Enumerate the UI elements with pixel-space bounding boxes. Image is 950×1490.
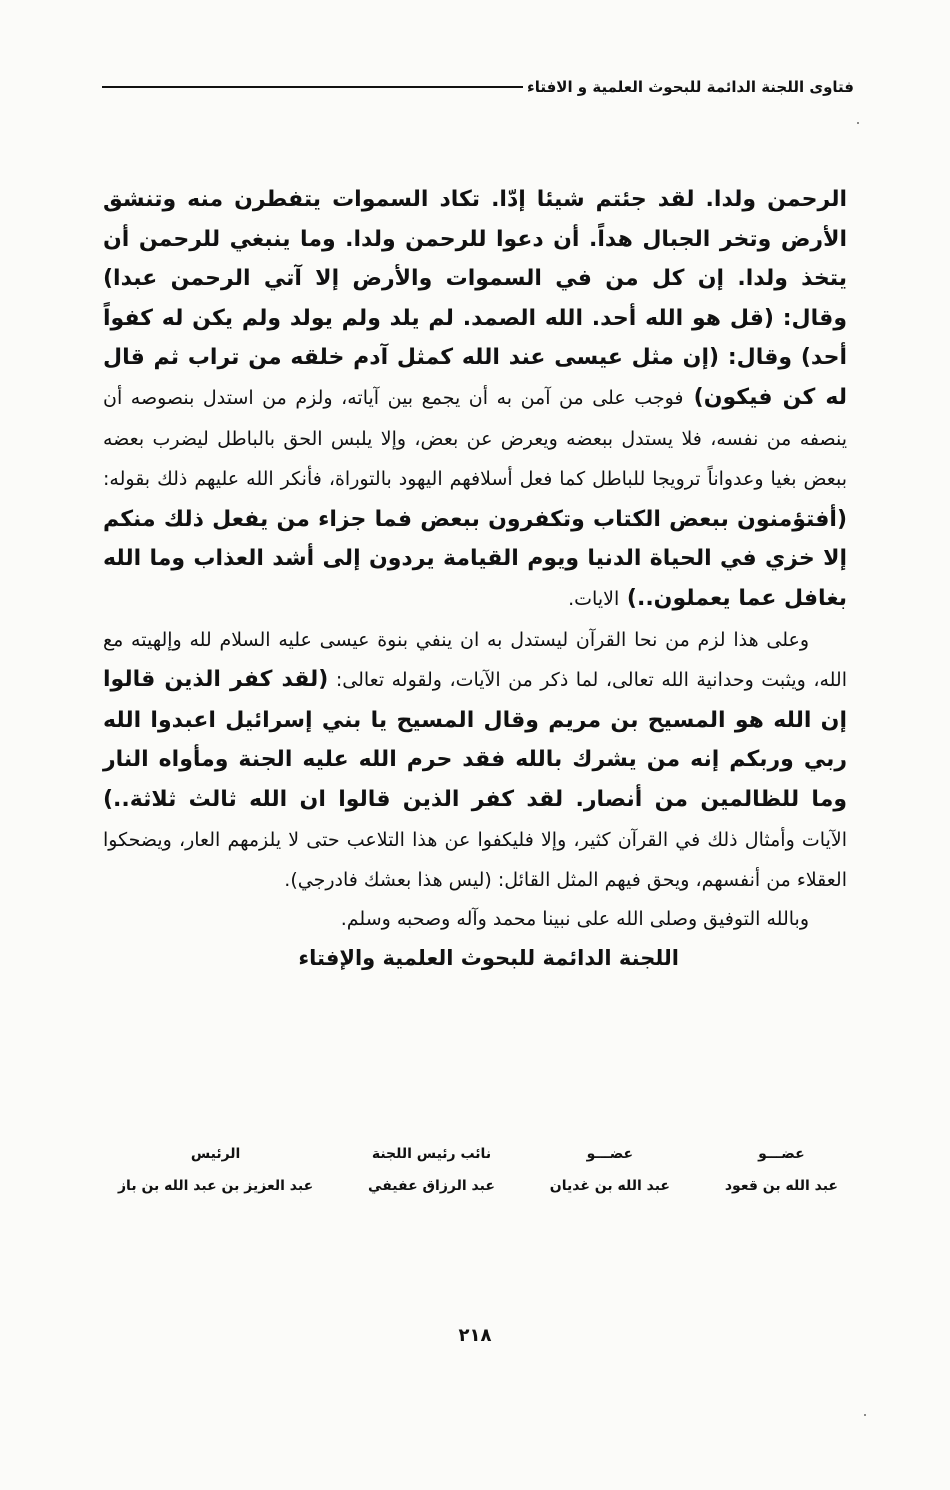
commentary-text: فوجب على من آمن به أن يجمع بين آياته، ولزم من استدل بنصوصه أن ينصفه من نفسه، فلا يستدل ببعضه ويعرض عن بعض، وإلا يلبس الحق بالباطل ليضرب بعضه ببعض بغيا وعدواناً ترويجا للباطل كما فعل أسلافهم اليهود بالتوراة، فأنكر الله عليهم ذلك بقوله:	[103, 386, 847, 491]
signature-name: عبد الله بن قعود	[724, 1178, 838, 1194]
signature-name: عبد الله بن غديان	[549, 1178, 670, 1194]
signature-block	[118, 1138, 838, 1202]
signature-role: الرئيس	[190, 1146, 241, 1162]
running-title: فتاوى اللجنة الدائمة للبحوث العلمية و الافتاء	[527, 78, 854, 96]
signature-role: عضـــو	[586, 1146, 634, 1162]
commentary-text: الآيات وأمثال ذلك في القرآن كثير، وإلا فليكفوا عن هذا التلاعب حتى لا يلزمهم العار، ويضحكوا العقلاء من أنفسهم، ويحق فيهم المثل القائل: (ليس هذا بعشك فادرجي).	[103, 828, 847, 892]
speck-mark	[857, 122, 859, 124]
quran-quote: الرحمن ولدا. لقد جئتم شيئا إدّا. تكاد السموات يتفطرن منه وتنشق الأرض وتخر الجبال هداً. أن دعوا للرحمن ولدا. وما ينبغي للرحمن أن يتخذ ولدا. إن كل من في السموات والأرض إلا آتي الرحمن عبدا) وقال: (قل هو الله أحد. الله الصمد. لم يلد ولم يولد ولم يكن له كفواً أحد) وقال: (إن مثل عيسى عند الله كمثل آدم خلقه من تراب ثم قال له كن فيكون)	[103, 187, 847, 410]
quran-quote: (أفتؤمنون ببعض الكتاب وتكفرون ببعض فما جزاء من يفعل ذلك منكم إلا خزي في الحياة الدنيا ويوم القيامة يردون إلى أشد العذاب وما الله بغافل عما يعملون..)	[103, 506, 847, 611]
signature-name: عبد الرزاق عفيفي	[368, 1178, 495, 1194]
commentary-text: وعلى هذا لزم من نحا القرآن ليستدل به ان ينفي بنوة عيسى عليه السلام لله وإلهيته مع الله، ويثبت وحدانية الله تعالى، لما ذكر من الآيات، ولقوله تعالى:	[103, 628, 847, 692]
page-number: ٢١٨	[458, 1325, 492, 1346]
signature-role: نائب رئيس اللجنة	[371, 1146, 492, 1162]
signature-name: عبد العزيز بن عبد الله بن باز	[118, 1178, 314, 1194]
paragraph-1	[103, 180, 847, 620]
quran-quote: (لقد كفر الذين قالوا إن الله هو المسيح بن مريم وقال المسيح يا بني إسرائيل اعبدوا الله ربي وربكم إنه من يشرك بالله فقد حرم الله عليه الجنة ومأواه النار وما للظالمين من أنصار. لقد كفر الذين قالوا ان الله ثالث ثلاثة..)	[103, 667, 847, 812]
main-text	[103, 180, 847, 977]
signature-role: عضـــو	[758, 1146, 805, 1162]
signature-member-1	[725, 1138, 838, 1202]
closing-line: وبالله التوفيق وصلى الله على نبينا محمد وآله وصحبه وسلم.	[340, 907, 809, 930]
speck-mark	[864, 1414, 866, 1416]
paragraph-2	[103, 620, 847, 901]
signature-member-2	[550, 1138, 670, 1202]
signature-vice-chairman	[368, 1138, 495, 1202]
commentary-text: الايات.	[568, 587, 620, 610]
running-header	[102, 70, 854, 104]
committee-title: اللجنة الدائمة للبحوث العلمية والإفتاء	[298, 945, 679, 970]
header-rule	[102, 86, 523, 88]
signature-chairman	[118, 1138, 313, 1202]
